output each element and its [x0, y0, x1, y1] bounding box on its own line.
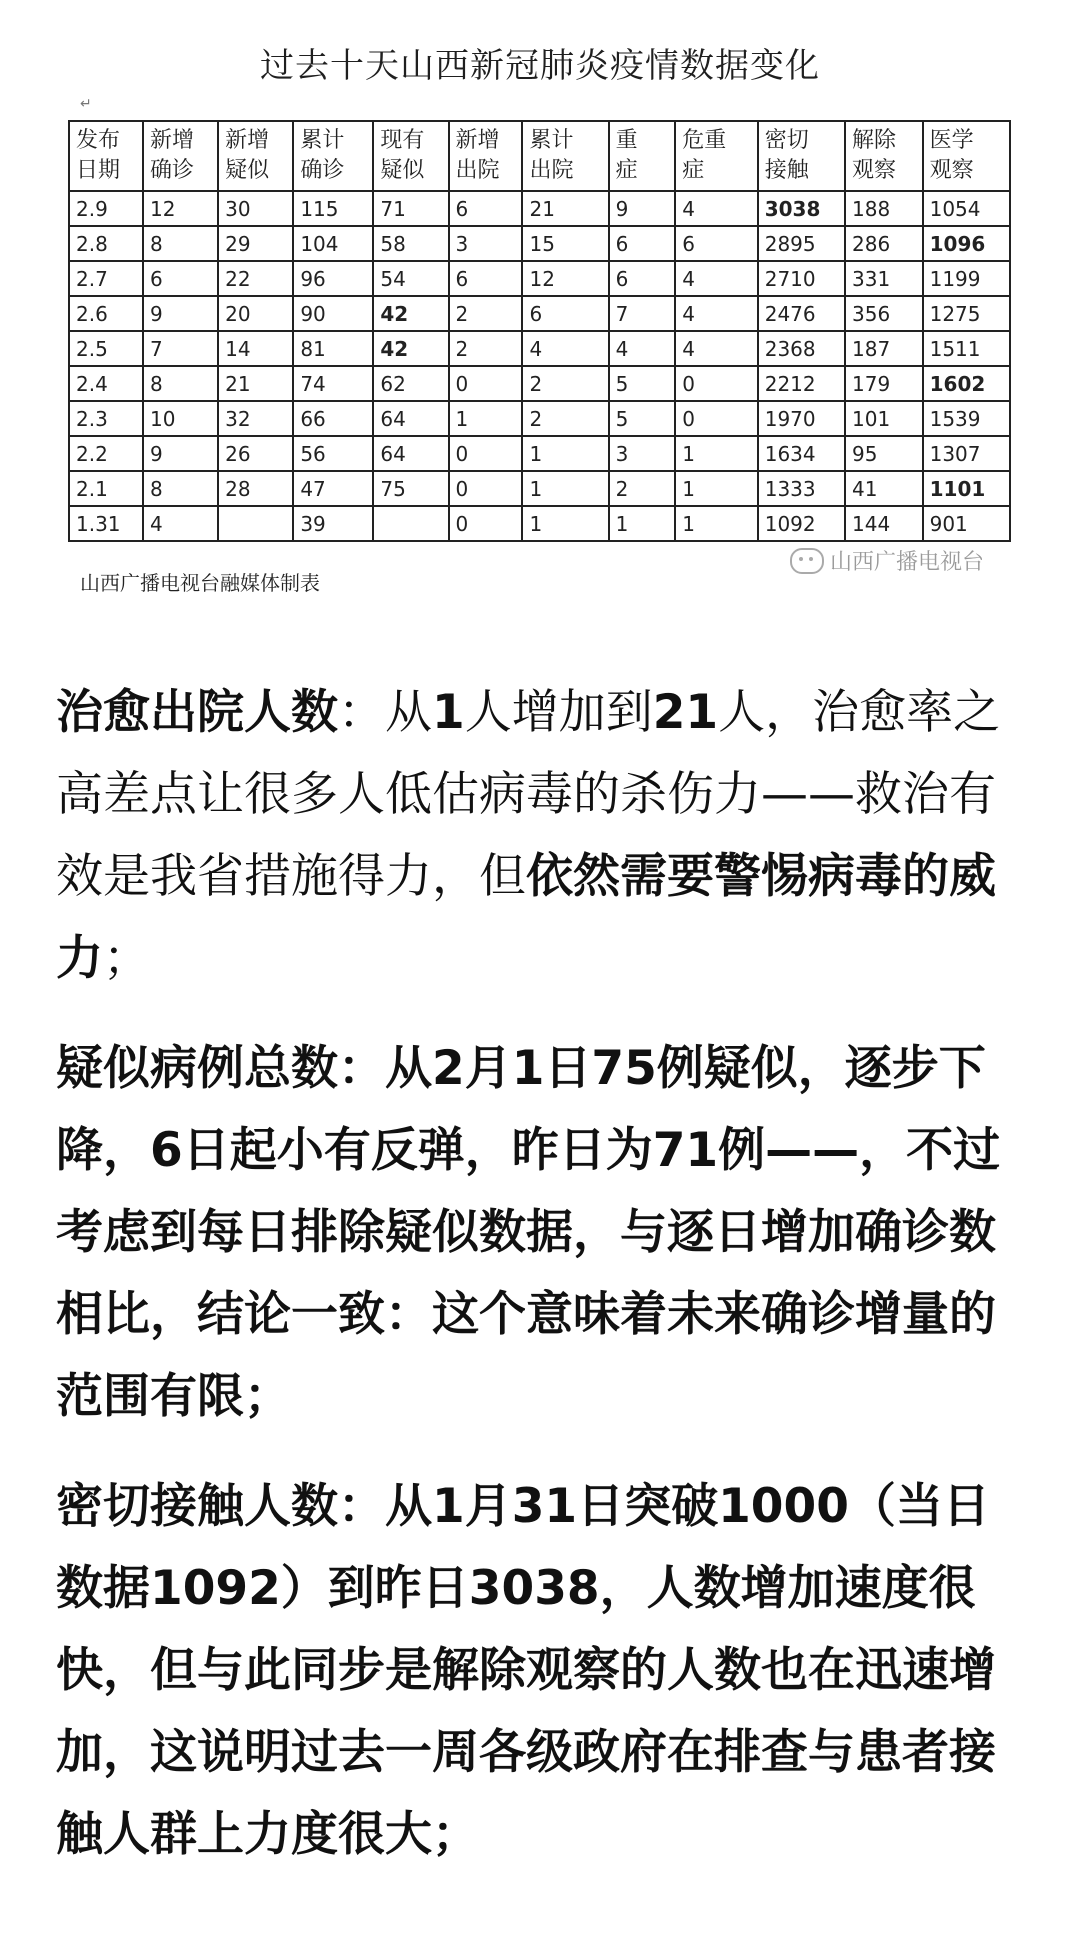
- table-cell: 1092: [758, 506, 845, 541]
- column-header-line: 新增: [225, 128, 270, 153]
- table-cell: 1307: [923, 436, 1010, 471]
- column-header: [143, 121, 218, 191]
- column-header-line: 医学: [929, 128, 974, 153]
- table-cell: 1.31: [69, 506, 143, 541]
- table-cell: 3: [449, 226, 523, 261]
- table-cell: 1: [522, 471, 608, 506]
- table-cell: 2.9: [69, 191, 143, 226]
- column-header-line: 观察: [929, 158, 974, 183]
- table-cell: 3: [609, 436, 676, 471]
- table-cell: 47: [293, 471, 373, 506]
- column-header-line: 新增: [455, 128, 500, 153]
- table-cell: 6: [522, 296, 608, 331]
- table-cell: 2: [522, 366, 608, 401]
- column-header: [218, 121, 293, 191]
- table-row: [69, 471, 1010, 506]
- table-cell: 1539: [923, 401, 1010, 436]
- watermark: [790, 545, 984, 576]
- table-cell: 81: [293, 331, 373, 366]
- table-cell: 54: [373, 261, 448, 296]
- table-source-note: 山西广播电视台融媒体制表: [80, 571, 320, 595]
- table-cell: 104: [293, 226, 373, 261]
- table-cell: 1: [449, 401, 523, 436]
- table-cell: 9: [609, 191, 676, 226]
- table-cell: 62: [373, 366, 448, 401]
- column-header: [449, 121, 523, 191]
- table-cell: 1: [675, 506, 757, 541]
- table-row: [69, 226, 1010, 261]
- table-cell: 901: [923, 506, 1010, 541]
- table-cell: 286: [845, 226, 923, 261]
- table-cell: 2.6: [69, 296, 143, 331]
- text-segment: 人增加到: [464, 685, 653, 740]
- column-header-line: 新增: [149, 128, 194, 153]
- table-cell: 2476: [758, 296, 845, 331]
- table-cell: 2212: [758, 366, 845, 401]
- text-segment: 密切接触人数：从1月31日突破1000（当日数据1092）到昨日3038，人数增加速度很快，但与此同步是解除观察的人数也在迅速增加，这说明过去一周各级政府在排查与患者接触人群上力度很大；: [56, 1479, 996, 1862]
- table-cell: 15: [522, 226, 608, 261]
- table-header-row: [69, 121, 1010, 191]
- column-header-line: 现有: [380, 128, 425, 153]
- table-cell: 0: [675, 366, 757, 401]
- table-cell: 2.4: [69, 366, 143, 401]
- table-row: [69, 366, 1010, 401]
- table-row: [69, 436, 1010, 471]
- column-header: [609, 121, 676, 191]
- column-header: [675, 121, 757, 191]
- table-cell: 1054: [923, 191, 1010, 226]
- column-header-line: 出院: [529, 158, 574, 183]
- column-header-line: 疑似: [225, 158, 270, 183]
- table-body: [69, 191, 1010, 541]
- table-cell: 2.1: [69, 471, 143, 506]
- table-cell: 4: [143, 506, 218, 541]
- table-cell: 4: [675, 331, 757, 366]
- table-cell: 2: [449, 296, 523, 331]
- contacts-paragraph: [56, 1466, 1031, 1876]
- text-segment: 治愈出院人数: [56, 685, 338, 740]
- table-cell: 12: [522, 261, 608, 296]
- table-cell: 21: [218, 366, 293, 401]
- column-header-line: 症: [615, 158, 638, 183]
- table-row: [69, 401, 1010, 436]
- table-cell: 1: [675, 471, 757, 506]
- return-mark: ↵: [80, 96, 92, 112]
- wechat-icon: [790, 548, 824, 574]
- table-cell: 56: [293, 436, 373, 471]
- table-row: [69, 261, 1010, 296]
- table-cell: 0: [675, 401, 757, 436]
- table-row: [69, 331, 1010, 366]
- table-cell: 2.7: [69, 261, 143, 296]
- column-header-line: 接触: [764, 158, 809, 183]
- column-header-line: 出院: [455, 158, 500, 183]
- table-cell: 3038: [758, 191, 845, 226]
- column-header-line: 确诊: [149, 158, 194, 183]
- table-cell: 1: [522, 506, 608, 541]
- column-header-line: 疑似: [380, 158, 425, 183]
- column-header: [69, 121, 143, 191]
- table-cell: 90: [293, 296, 373, 331]
- table-cell: 6: [675, 226, 757, 261]
- table-cell: 0: [449, 471, 523, 506]
- table-cell: 95: [845, 436, 923, 471]
- table-cell: 6: [449, 191, 523, 226]
- table-cell: 6: [609, 261, 676, 296]
- column-header-line: 危重: [682, 128, 727, 153]
- table-cell: 6: [143, 261, 218, 296]
- table-cell: 2.2: [69, 436, 143, 471]
- table-cell: 1333: [758, 471, 845, 506]
- table-cell: 1634: [758, 436, 845, 471]
- table-cell: 96: [293, 261, 373, 296]
- text-segment: 21: [652, 685, 719, 740]
- table-cell: 101: [845, 401, 923, 436]
- table-cell: 12: [143, 191, 218, 226]
- table-cell: 1511: [923, 331, 1010, 366]
- table-cell: 30: [218, 191, 293, 226]
- table-cell: 42: [373, 331, 448, 366]
- table-cell: 1101: [923, 471, 1010, 506]
- table-cell: 64: [373, 436, 448, 471]
- table-cell: 4: [609, 331, 676, 366]
- table-cell: 41: [845, 471, 923, 506]
- table-cell: 32: [218, 401, 293, 436]
- column-header-line: 密切: [764, 128, 809, 153]
- watermark-text: 山西广播电视台: [830, 550, 985, 575]
- table-cell: 2710: [758, 261, 845, 296]
- epidemic-data-table: [68, 120, 1011, 542]
- table-cell: 39: [293, 506, 373, 541]
- table-cell: 9: [143, 296, 218, 331]
- table-cell: 66: [293, 401, 373, 436]
- table-cell: [373, 506, 448, 541]
- table-row: [69, 191, 1010, 226]
- table-cell: 0: [449, 436, 523, 471]
- column-header-line: 观察: [852, 158, 897, 183]
- column-header: [923, 121, 1010, 191]
- table-cell: 1970: [758, 401, 845, 436]
- table-cell: 2.8: [69, 226, 143, 261]
- table-cell: 8: [143, 471, 218, 506]
- table-cell: 8: [143, 226, 218, 261]
- table-cell: 29: [218, 226, 293, 261]
- table-cell: 2368: [758, 331, 845, 366]
- table-cell: 187: [845, 331, 923, 366]
- table-cell: 188: [845, 191, 923, 226]
- column-header-line: 重: [615, 128, 638, 153]
- table-cell: 75: [373, 471, 448, 506]
- table-cell: 2.3: [69, 401, 143, 436]
- table-cell: 7: [609, 296, 676, 331]
- column-header: [293, 121, 373, 191]
- table-cell: 5: [609, 366, 676, 401]
- table-cell: 9: [143, 436, 218, 471]
- column-header-line: 日期: [76, 158, 121, 183]
- table-cell: 115: [293, 191, 373, 226]
- column-header: [522, 121, 608, 191]
- table-cell: 6: [609, 226, 676, 261]
- table-cell: 2: [522, 401, 608, 436]
- table-cell: 1: [522, 436, 608, 471]
- table-cell: 2895: [758, 226, 845, 261]
- column-header-line: 症: [682, 158, 705, 183]
- text-segment: 人，治愈率之高差点让很多人低估病毒的杀伤力——救治有效是我省措施得力，但: [56, 685, 1001, 904]
- table-cell: 4: [675, 296, 757, 331]
- table-cell: 4: [675, 191, 757, 226]
- table-cell: 0: [449, 506, 523, 541]
- table-cell: 0: [449, 366, 523, 401]
- text-segment: 依然需要警惕病毒的威力: [56, 849, 996, 986]
- column-header-line: 发布: [76, 128, 121, 153]
- table-cell: 2: [449, 331, 523, 366]
- table-cell: 179: [845, 366, 923, 401]
- column-header-line: 累计: [529, 128, 574, 153]
- table-cell: 1: [609, 506, 676, 541]
- table-cell: 71: [373, 191, 448, 226]
- table-cell: 26: [218, 436, 293, 471]
- suspected-paragraph: [56, 1028, 1031, 1438]
- table-cell: 10: [143, 401, 218, 436]
- text-segment: ；: [103, 931, 150, 986]
- table-cell: 1275: [923, 296, 1010, 331]
- column-header-line: 累计: [300, 128, 345, 153]
- table-cell: 21: [522, 191, 608, 226]
- table-cell: 64: [373, 401, 448, 436]
- column-header-line: 确诊: [300, 158, 345, 183]
- text-segment: 1: [432, 685, 465, 740]
- column-header: [845, 121, 923, 191]
- table-cell: 4: [522, 331, 608, 366]
- table-cell: 5: [609, 401, 676, 436]
- table-cell: 356: [845, 296, 923, 331]
- table-cell: 22: [218, 261, 293, 296]
- table-cell: 144: [845, 506, 923, 541]
- table-cell: 28: [218, 471, 293, 506]
- column-header: [373, 121, 448, 191]
- table-cell: [218, 506, 293, 541]
- recovery-paragraph: [56, 672, 1031, 1000]
- table-cell: 20: [218, 296, 293, 331]
- table-row: [69, 506, 1010, 541]
- column-header-line: 解除: [852, 128, 897, 153]
- table-cell: 8: [143, 366, 218, 401]
- table-cell: 1: [675, 436, 757, 471]
- table-cell: 6: [449, 261, 523, 296]
- column-header: [758, 121, 845, 191]
- text-segment: ：从: [338, 685, 432, 740]
- table-cell: 7: [143, 331, 218, 366]
- article-body: [56, 672, 1031, 1904]
- table-cell: 2.5: [69, 331, 143, 366]
- table-cell: 4: [675, 261, 757, 296]
- table-cell: 14: [218, 331, 293, 366]
- table-cell: 1602: [923, 366, 1010, 401]
- table-cell: 1199: [923, 261, 1010, 296]
- table-row: [69, 296, 1010, 331]
- text-segment: 疑似病例总数：从2月1日75例疑似，逐步下降，6日起小有反弹，昨日为71例——，不过考虑到每日排除疑似数据，与逐日增加确诊数相比，结论一致：这个意味着未来确诊增量的范围有限；: [56, 1041, 1001, 1424]
- table-cell: 74: [293, 366, 373, 401]
- table-cell: 1096: [923, 226, 1010, 261]
- table-cell: 2: [609, 471, 676, 506]
- table-cell: 58: [373, 226, 448, 261]
- table-title: 过去十天山西新冠肺炎疫情数据变化: [260, 46, 820, 86]
- table-cell: 331: [845, 261, 923, 296]
- table-cell: 42: [373, 296, 448, 331]
